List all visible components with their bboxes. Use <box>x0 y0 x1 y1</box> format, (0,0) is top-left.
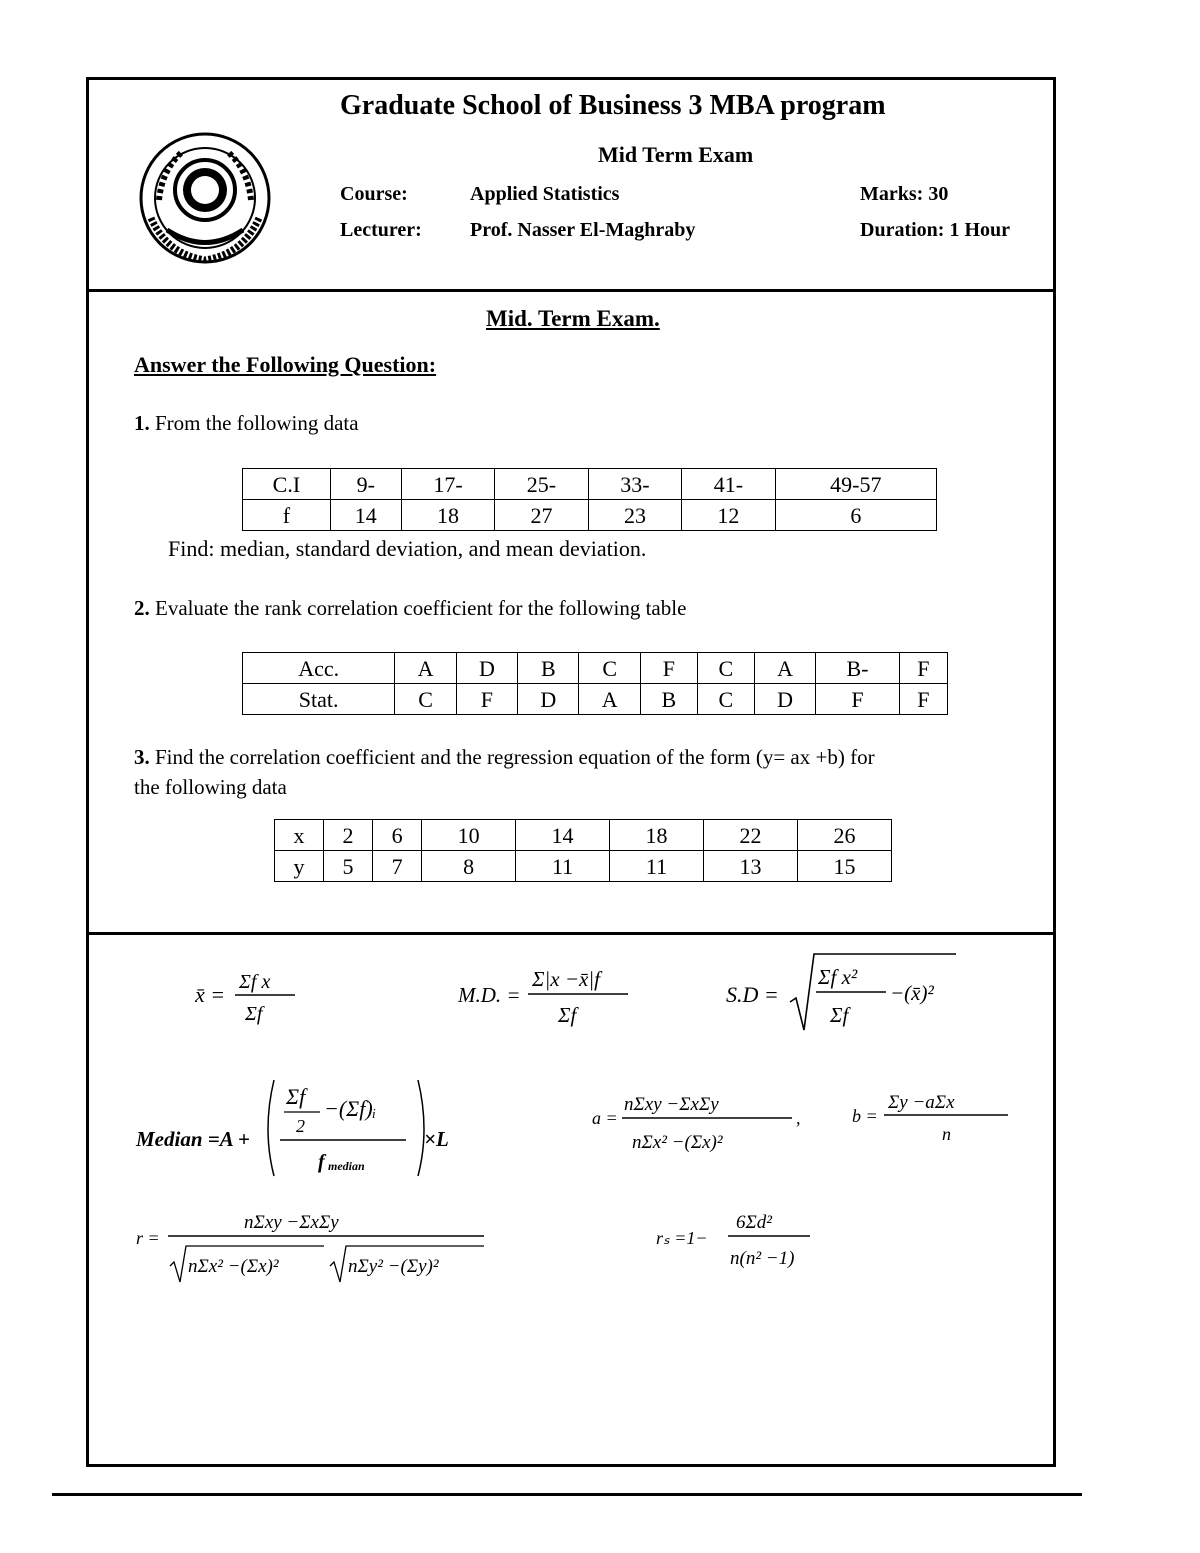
table-cell: 10 <box>422 820 516 851</box>
table-row <box>243 653 948 684</box>
table-cell: 8 <box>422 851 516 882</box>
exam-title: Mid. Term Exam. <box>486 306 660 331</box>
correlation-formula <box>134 1200 494 1290</box>
svg-text:n(n² −1): n(n² −1) <box>730 1248 795 1269</box>
table-cell: A <box>754 653 815 684</box>
marks: Marks: 30 <box>860 183 949 205</box>
grades-table <box>242 652 948 715</box>
regression-a-formula <box>592 1082 822 1162</box>
mean-deviation-formula <box>458 958 648 1030</box>
table-cell: 15 <box>797 851 891 882</box>
svg-text:n: n <box>942 1124 951 1144</box>
svg-text:,: , <box>796 1108 801 1128</box>
table-cell: D <box>754 684 815 715</box>
row-header-cell: Stat. <box>243 684 395 715</box>
table-cell: A <box>579 684 640 715</box>
table-cell: 27 <box>495 500 588 531</box>
table-row <box>275 820 892 851</box>
table-cell: 33- <box>588 469 681 500</box>
svg-text:rₛ =1−: rₛ =1− <box>656 1228 708 1248</box>
table-cell: F <box>899 684 947 715</box>
standard-deviation-formula <box>726 950 966 1036</box>
svg-text:Σf: Σf <box>830 1003 849 1027</box>
svg-text:S.D =: S.D = <box>726 982 779 1007</box>
svg-text:M.D. =: M.D. = <box>458 983 521 1007</box>
table-cell: B <box>640 684 697 715</box>
svg-text:6Σd²: 6Σd² <box>736 1212 772 1233</box>
table-cell: A <box>395 653 456 684</box>
table-cell: 6 <box>775 500 936 531</box>
question-number: 3. <box>134 745 150 769</box>
svg-text:Σ|x −x̄|f: Σ|x −x̄|f <box>532 967 600 991</box>
question-number: 2. <box>134 596 150 620</box>
instruction: Answer the Following Question: <box>134 352 437 377</box>
svg-text:−(Σf)ᵢ: −(Σf)ᵢ <box>324 1096 377 1121</box>
table-cell: 12 <box>682 500 775 531</box>
question-3-line2: the following data <box>134 775 287 799</box>
lecturer-value: Prof. Nasser El-Maghraby <box>470 219 696 241</box>
table-cell: 26 <box>797 820 891 851</box>
svg-text:nΣxy −ΣxΣy: nΣxy −ΣxΣy <box>624 1094 719 1115</box>
question-text: From the following data <box>155 411 359 435</box>
table-cell: C <box>395 684 456 715</box>
table-cell: 5 <box>324 851 373 882</box>
regression-b-formula <box>852 1082 1022 1152</box>
table-cell: C <box>697 684 754 715</box>
class-interval-table <box>242 468 937 531</box>
row-header-cell: f <box>243 500 331 531</box>
svg-text:Σy −aΣx: Σy −aΣx <box>888 1092 955 1113</box>
question-text: Find the correlation coefficient and the regression equation of the form (y= ax +b) for <box>155 745 875 769</box>
rank-correlation-formula <box>656 1204 836 1278</box>
mean-formula <box>195 960 305 1032</box>
table-cell: B- <box>816 653 900 684</box>
svg-text:×L: ×L <box>424 1127 449 1151</box>
exam-subtitle: Mid Term Exam <box>598 142 754 167</box>
table-cell: 6 <box>373 820 422 851</box>
table-cell: 18 <box>610 820 704 851</box>
course-label: Course: <box>340 183 408 205</box>
table-cell: 9- <box>330 469 401 500</box>
table-cell: C <box>579 653 640 684</box>
row-header-cell: Acc. <box>243 653 395 684</box>
table-cell: 22 <box>704 820 798 851</box>
table-cell: F <box>640 653 697 684</box>
question-1 <box>134 411 359 436</box>
question-2 <box>134 596 686 621</box>
svg-text:2: 2 <box>296 1116 305 1136</box>
university-seal-logo <box>137 130 273 266</box>
svg-text:Σf x: Σf x <box>239 971 271 993</box>
table-row <box>243 469 937 500</box>
school-title: Graduate School of Business 3 MBA program <box>340 90 886 121</box>
svg-text:Σf x²: Σf x² <box>818 965 858 989</box>
table-row <box>275 851 892 882</box>
row-header-cell: x <box>275 820 324 851</box>
table-cell: F <box>899 653 947 684</box>
median-formula <box>134 1070 464 1180</box>
svg-text:median: median <box>328 1159 365 1173</box>
svg-text:Σf: Σf <box>245 1003 263 1025</box>
svg-text:nΣxy −ΣxΣy: nΣxy −ΣxΣy <box>244 1212 339 1233</box>
xy-table <box>274 819 892 882</box>
table-cell: 14 <box>330 500 401 531</box>
table-cell: F <box>456 684 517 715</box>
svg-text:r =: r = <box>136 1228 160 1248</box>
course-value: Applied Statistics <box>470 183 620 205</box>
row-header-cell: C.I <box>243 469 331 500</box>
svg-text:nΣy² −(Σy)²: nΣy² −(Σy)² <box>348 1256 439 1277</box>
table-cell: C <box>697 653 754 684</box>
q1-find: Find: median, standard deviation, and mean deviation. <box>168 536 647 561</box>
table-cell: 11 <box>516 851 610 882</box>
table-cell: B <box>518 653 579 684</box>
table-cell: 2 <box>324 820 373 851</box>
svg-text:a =: a = <box>592 1108 618 1128</box>
formula-divider <box>86 932 1056 935</box>
svg-text:b =: b = <box>852 1106 878 1126</box>
table-cell: 49-57 <box>775 469 936 500</box>
question-3 <box>134 745 875 770</box>
page-bottom-rule <box>52 1493 1082 1496</box>
svg-text:Σf: Σf <box>286 1084 306 1109</box>
table-cell: 11 <box>610 851 704 882</box>
table-cell: D <box>456 653 517 684</box>
svg-text:f: f <box>318 1151 325 1173</box>
table-row <box>243 684 948 715</box>
header-divider <box>86 289 1056 292</box>
svg-text:nΣx² −(Σx)²: nΣx² −(Σx)² <box>188 1256 279 1277</box>
table-cell: D <box>518 684 579 715</box>
table-row <box>243 500 937 531</box>
table-cell: 14 <box>516 820 610 851</box>
table-cell: 41- <box>682 469 775 500</box>
svg-text:x̄ =: x̄ = <box>195 982 226 1007</box>
svg-text:Σf: Σf <box>558 1003 577 1027</box>
lecturer-label: Lecturer: <box>340 219 422 241</box>
svg-text:Median =A +: Median =A + <box>136 1127 250 1151</box>
table-cell: 7 <box>373 851 422 882</box>
table-cell: 13 <box>704 851 798 882</box>
row-header-cell: y <box>275 851 324 882</box>
table-cell: F <box>816 684 900 715</box>
table-cell: 17- <box>401 469 494 500</box>
question-text: Evaluate the rank correlation coefficient for the following table <box>155 596 687 620</box>
table-cell: 25- <box>495 469 588 500</box>
svg-text:nΣx² −(Σx)²: nΣx² −(Σx)² <box>632 1132 723 1153</box>
table-cell: 23 <box>588 500 681 531</box>
svg-text:−(x̄)²: −(x̄)² <box>890 981 934 1005</box>
duration: Duration: 1 Hour <box>860 219 1010 241</box>
question-number: 1. <box>134 411 150 435</box>
table-cell: 18 <box>401 500 494 531</box>
